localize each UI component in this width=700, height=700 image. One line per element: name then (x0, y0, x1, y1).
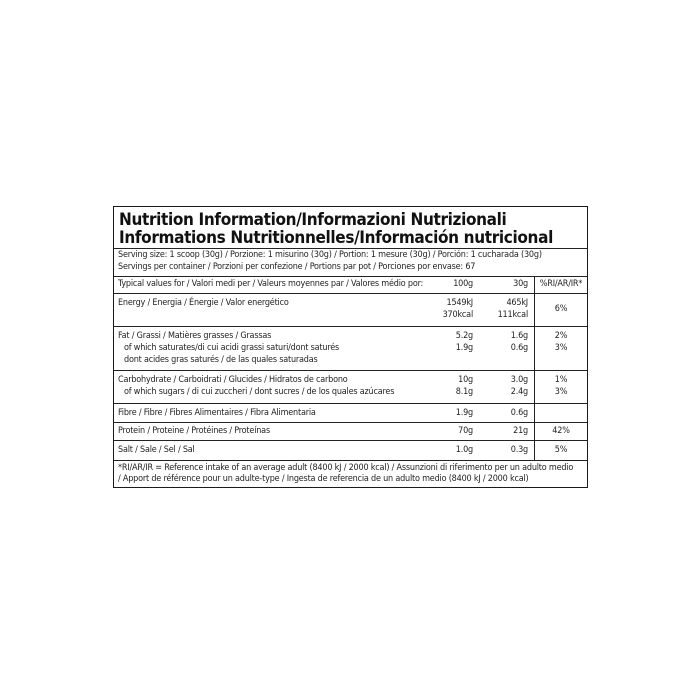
fat-ri: 2% (554, 331, 568, 341)
nutrition-panel (113, 206, 588, 488)
header-label: Typical values for / Valori medi per / Valeurs moyennes par / Valores médio por: (118, 279, 424, 289)
energy-label: Energy / Energia / Énergie / Valor energético (118, 298, 289, 308)
carbohydrate-label: Carbohydrate / Carboidrati / Glucides / Hidratos de carbono (118, 375, 348, 385)
divider (114, 276, 587, 277)
sugars-ri: 3% (554, 387, 568, 397)
carbohydrate-ri: 1% (554, 375, 568, 385)
saturates-ri: 3% (554, 343, 568, 353)
energy-30g-kj: 465kJ (506, 298, 528, 308)
sugars-label: of which sugars / di cui zuccheri / dont sucres / de los quales azúcares (124, 387, 395, 397)
energy-ri: 6% (554, 304, 568, 314)
divider (114, 293, 587, 294)
divider (114, 460, 587, 461)
divider (114, 422, 587, 423)
footnote-line-2: / Apport de référence pour un adulte-type / Ingesta de referencia de un adulto medio (8400 kJ / 2000 kcal) (118, 474, 529, 484)
divider (114, 403, 587, 404)
fat-30g: 1.6g (510, 331, 528, 341)
salt-30g: 0.3g (510, 445, 528, 455)
salt-label: Salt / Sale / Sel / Sal (118, 445, 195, 455)
fibre-30g: 0.6g (510, 408, 528, 418)
fibre-100g: 1.9g (455, 408, 473, 418)
divider (114, 326, 587, 327)
serving-size: Serving size: 1 scoop (30g) / Porzione: 1 misurino (30g) / Portion: 1 mesure (30g) / Porción: 1 cucharada (30g) (118, 250, 542, 260)
saturates-100g: 1.9g (455, 343, 473, 353)
protein-30g: 21g (513, 426, 528, 436)
sugars-30g: 2.4g (510, 387, 528, 397)
divider (114, 248, 587, 249)
col-30g-header: 30g (513, 279, 528, 289)
protein-ri: 42% (552, 426, 570, 436)
energy-30g-kcal: 111kcal (497, 310, 528, 320)
salt-ri: 5% (554, 445, 568, 455)
carbohydrate-100g: 10g (458, 375, 473, 385)
fat-100g: 5.2g (455, 331, 473, 341)
saturates-30g: 0.6g (510, 343, 528, 353)
divider (114, 440, 587, 441)
footnote-line-1: *RI/AR/IR = Reference intake of an average adult (8400 kJ / 2000 kcal) / Assunzioni di riferimento per un adulto medio (118, 463, 574, 473)
saturates-label-2: dont acides gras saturés / de las quales saturadas (124, 355, 318, 365)
fibre-label: Fibre / Fibre / Fibres Alimentaires / Fibra Alimentaria (118, 408, 316, 418)
protein-label: Protein / Proteine / Protéines / Proteínas (118, 426, 270, 436)
fat-label: Fat / Grassi / Matières grasses / Grassas (118, 331, 272, 341)
divider (114, 370, 587, 371)
title-line-2: Informations Nutritionnelles/Información nutricional (119, 228, 553, 248)
energy-100g-kcal: 370kcal (442, 310, 473, 320)
salt-100g: 1.0g (455, 445, 473, 455)
carbohydrate-30g: 3.0g (510, 375, 528, 385)
sugars-100g: 8.1g (455, 387, 473, 397)
title-line-1: Nutrition Information/Informazioni Nutrizionali (119, 210, 507, 230)
servings-per-container: Servings per container / Porzioni per confezione / Portions par pot / Porciones por envase: 67 (118, 262, 476, 272)
saturates-label: of which saturates/di cui acidi grassi saturi/dont saturés (124, 343, 340, 353)
column-divider (534, 276, 535, 460)
energy-100g-kj: 1549kJ (446, 298, 473, 308)
col-ri-header: %RI/AR/IR* (539, 279, 583, 289)
col-100g-header: 100g (453, 279, 473, 289)
protein-100g: 70g (458, 426, 473, 436)
